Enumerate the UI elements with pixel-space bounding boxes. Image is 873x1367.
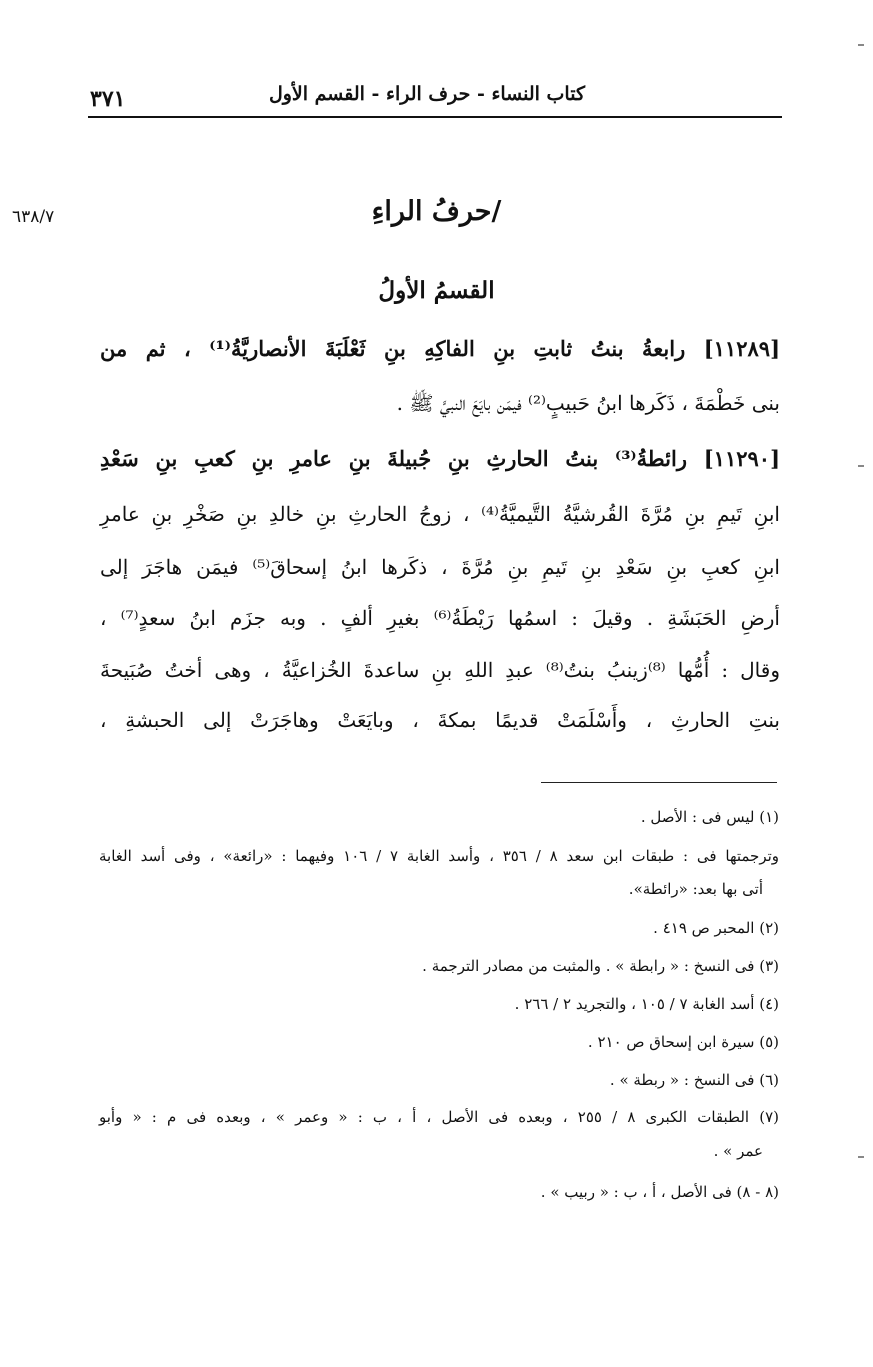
footnote-7: (٧) الطبقات الكبرى ٨ / ٢٥٥ ، وبعده فى الأصل ، أ ، ب : « وعمر » ، وبعده فى م : « وأبو xyxy=(99,1108,780,1126)
entry-11290-line-6: بنتِ الحارثِ ، وأَسْلَمَتْ قديمًا بمكةَ ، وبايَعَتْ وهاجَرَتْ إلى الحبشةِ ، xyxy=(100,708,781,732)
scan-edge-mark xyxy=(858,1156,864,1158)
entry-11290-line-1: [١١٢٩٠] رائطةُ⁽³⁾ بنتُ الحارثِ بنِ جُبيلةَ بنِ عامرِ بنِ كعبِ بنِ سَعْدِ xyxy=(100,446,781,471)
footnote-4: (٤) أسد الغابة ٧ / ١٠٥ ، والتجريد ٢ / ٢٦٦ . xyxy=(514,995,779,1013)
entry-11290-line-3: ابنِ كعبِ بنِ سَعْدِ بنِ تَيمِ بنِ مُرَّةَ ، ذكَرها ابنُ إسحاقَ⁽⁵⁾ فيمَن هاجَرَ إلى xyxy=(100,555,780,579)
footnote-6: (٦) فى النسخ : « ربطة » . xyxy=(609,1071,779,1089)
footnote-rule xyxy=(541,782,777,783)
section-title: /حرفُ الراءِ xyxy=(371,196,502,227)
entry-11289-line-1: [١١٢٨٩] رابعةُ بنتُ ثابتِ بنِ الفاكِهِ بنِ ثَعْلَبَةَ الأنصاريَّةُ⁽¹⁾ ، ثم من xyxy=(100,336,780,361)
running-title: كتاب النساء - حرف الراء - القسم الأول xyxy=(268,83,585,105)
footnote-1: (١) ليس فى : الأصل . xyxy=(640,808,779,826)
footnote-8: (٨ - ٨) فى الأصل ، أ ، ب : « ربيب » . xyxy=(540,1183,779,1201)
entry-11289-line-2: بنى خَطْمَةَ ، ذَكَرها ابنُ حَبيبٍ⁽²⁾ فيمَن بايَعَ النبيَّ ﷺ . xyxy=(396,391,780,415)
entry-11290-line-2: ابنِ تَيمِ بنِ مُرَّةَ القُرشيَّةُ التَّيميَّةُ⁽⁴⁾ ، زوجُ الحارثِ بنِ خالدِ بنِ صَخْرِ بنِ عامرِ xyxy=(100,502,780,526)
footnote-5: (٥) سيرة ابن إسحاق ص ٢١٠ . xyxy=(587,1033,779,1051)
subsection-title: القسمُ الأولُ xyxy=(378,277,495,304)
entry-11290-line-4: أرضِ الحَبَشَةِ . وقيلَ : اسمُها رَيْطَةُ⁽⁶⁾ بغيرِ ألفٍ . وبه جزَم ابنُ سعدٍ⁽⁷⁾ ، xyxy=(100,606,780,630)
footnote-2: (٢) المحبر ص ٤١٩ . xyxy=(653,919,779,937)
footnote-1-cont-1: وترجمتها فى : طبقات ابن سعد ٨ / ٣٥٦ ، وأسد الغابة ٧ / ١٠٦ وفيهما : «رائعة» ، وفى أسد الغابة xyxy=(99,847,780,865)
scan-edge-mark xyxy=(858,465,864,467)
page-number: ٣٧١ xyxy=(90,86,126,112)
margin-reference: ٦٣٨/٧ xyxy=(12,207,55,227)
entry-11290-line-5: وقال : أُمُّها ⁽⁸⁾زينبُ بنتُ⁽⁸⁾ عبدِ اللهِ بنِ ساعدةَ الخُزاعيَّةُ ، وهى أختُ صُبَيحةَ xyxy=(100,658,780,682)
scan-edge-mark xyxy=(858,44,864,46)
footnote-7-cont: عمر » . xyxy=(713,1142,763,1160)
footnote-1-cont-2: أتى بها بعد: «رائطة». xyxy=(628,880,763,898)
header-rule xyxy=(88,116,782,118)
footnote-3: (٣) فى النسخ : « رابطة » . والمثبت من مصادر الترجمة . xyxy=(422,957,779,975)
